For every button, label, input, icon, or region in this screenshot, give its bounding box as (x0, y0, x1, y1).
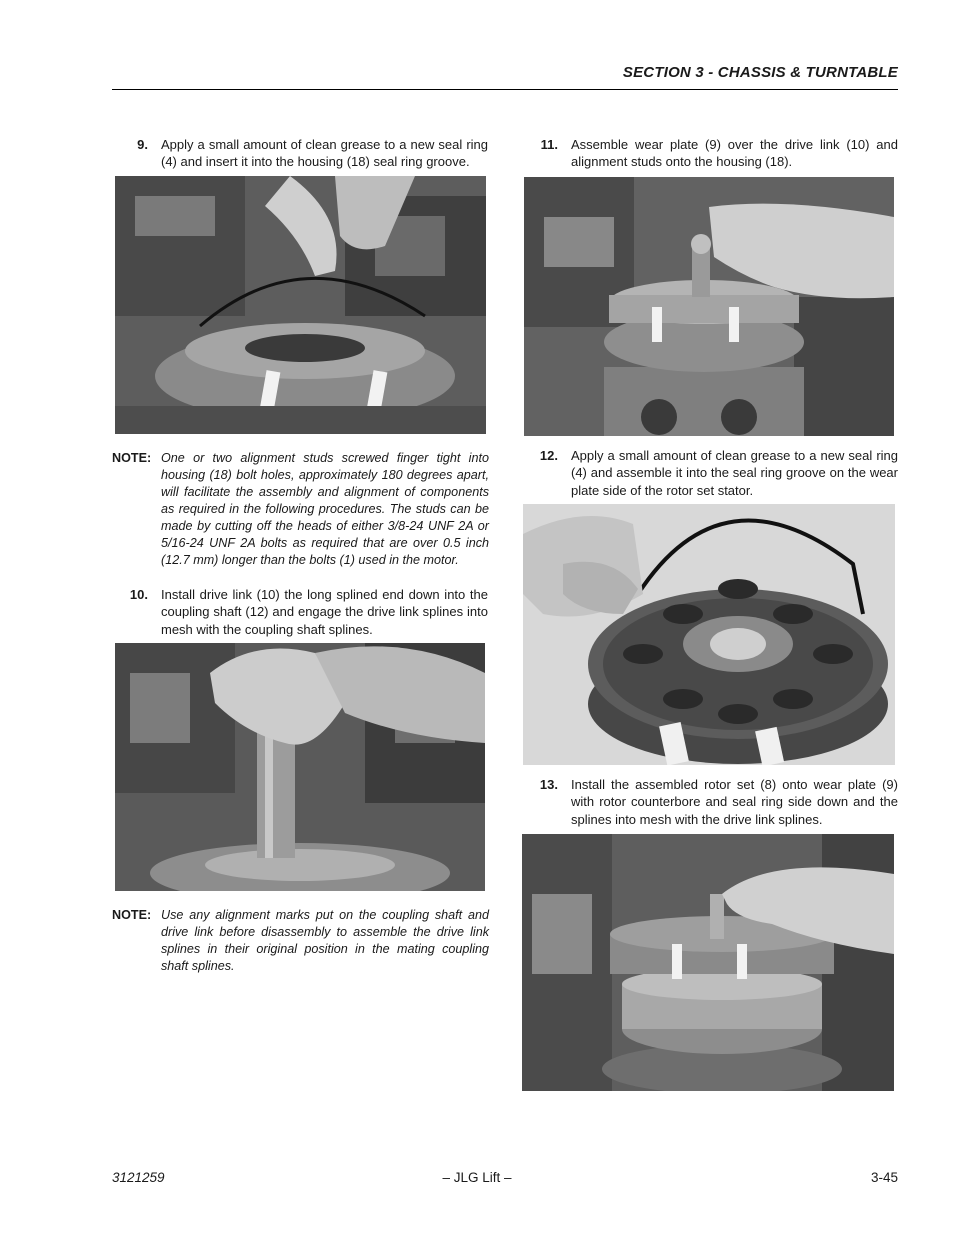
step-text: Apply a small amount of clean grease to a new seal ring (4) and assemble it into the seal ring groove on the wear plate side of the rotor set stator. (571, 448, 898, 498)
footer-page-number: 3-45 (870, 1170, 898, 1185)
photo-wear-plate (524, 177, 894, 436)
note-label: NOTE: (112, 451, 152, 465)
note-text: Use any alignment marks put on the coupling shaft and drive link before disassembly to assemble the drive link splines in their original position in the mating coupling shaft splines. (161, 908, 489, 973)
header-rule (112, 89, 898, 90)
photo-seal-ring-housing (115, 176, 486, 434)
step-11 (522, 136, 898, 172)
footer-doc-number: 3121259 (112, 1170, 165, 1185)
step-text: Install the assembled rotor set (8) onto wear plate (9) with rotor counterbore and seal ring side down and the splines into mesh with the drive link splines. (571, 777, 898, 827)
note-text: One or two alignment studs screwed finger tight into housing (18) bolt holes, approximately 180 degrees apart, will facilitate the assembly and alignment of components as required in the following procedures. The studs can be made by cutting off the heads of either 3/8-24 UNF 2A or 5/16-24 UNF 2A bolts as required that are over 0.5 inch (12.7 mm) longer than the bolts (1) used in the motor. (161, 451, 489, 567)
step-number: 12. (539, 448, 558, 463)
step-text: Apply a small amount of clean grease to a new seal ring (4) and insert it into the housing (18) seal ring groove. (161, 137, 488, 170)
photo-rotor-onto-wear-plate (522, 834, 894, 1091)
step-number: 13. (539, 777, 558, 792)
step-12 (522, 447, 898, 501)
step-10 (112, 586, 488, 640)
note-alignment-marks (112, 907, 489, 977)
step-13 (522, 776, 898, 830)
note-alignment-studs (112, 450, 489, 570)
footer-publisher: – JLG Lift – (442, 1170, 512, 1185)
step-text: Install drive link (10) the long splined end down into the coupling shaft (12) and engage the drive link splines into mesh with the coupling shaft splines. (161, 587, 488, 637)
step-number: 10. (129, 587, 148, 602)
step-number: 9. (137, 137, 148, 152)
section-title: SECTION 3 - CHASSIS & TURNTABLE (622, 64, 898, 81)
photo-rotor-seal-ring (523, 504, 895, 765)
note-label: NOTE: (112, 908, 152, 922)
step-text: Assemble wear plate (9) over the drive link (10) and alignment studs onto the housing (18). (571, 137, 898, 170)
step-9 (112, 136, 488, 172)
photo-drive-link (115, 643, 485, 891)
step-number: 11. (540, 137, 558, 152)
